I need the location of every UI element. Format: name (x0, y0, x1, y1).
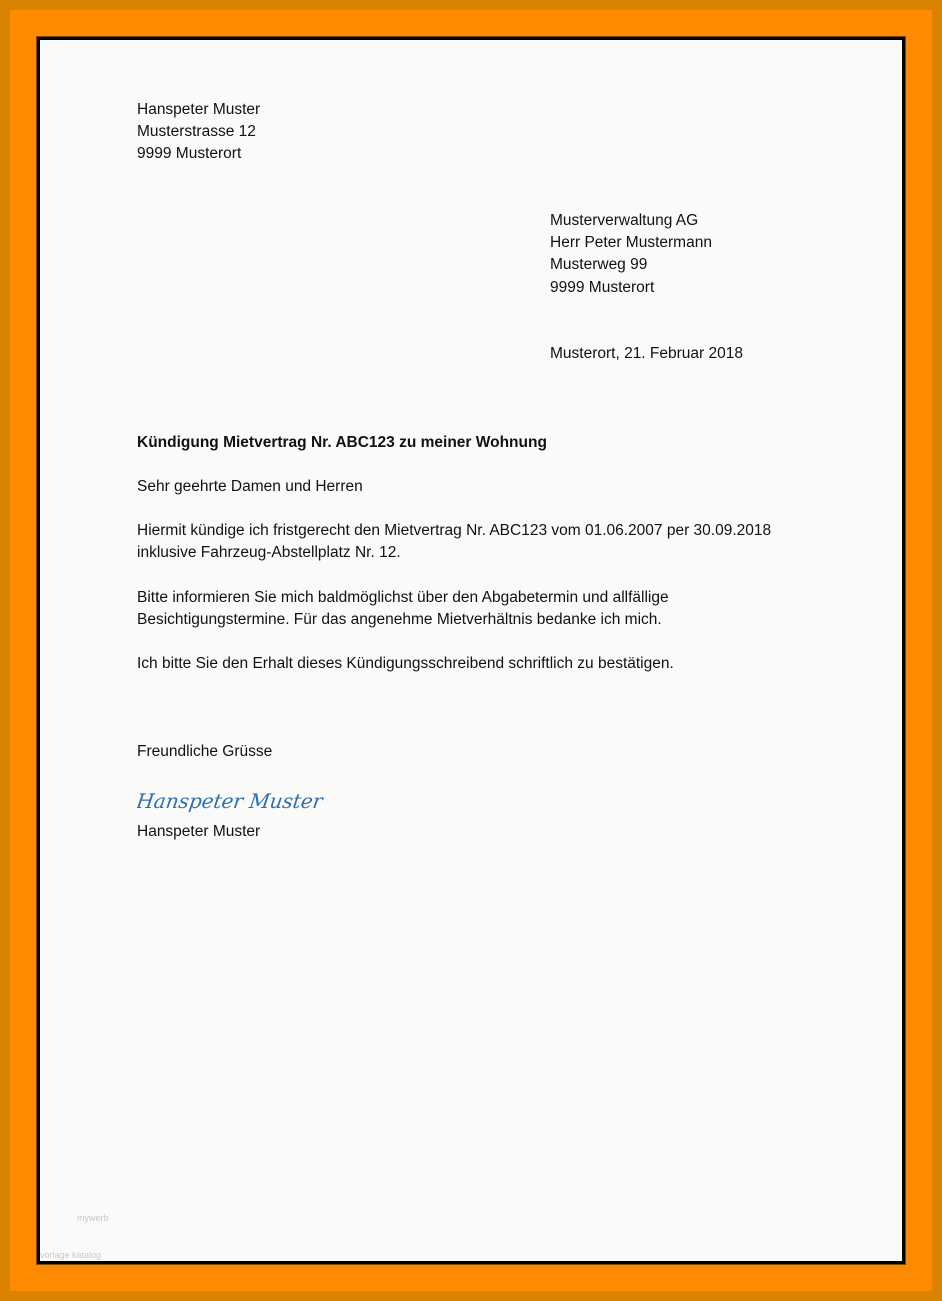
recipient-company: Musterverwaltung AG (550, 212, 699, 229)
salutation: Sehr geehrte Damen und Herren (137, 478, 363, 495)
recipient-city: 9999 Musterort (550, 278, 655, 296)
recipient-street: Musterweg 99 (550, 256, 648, 274)
watermark-mark-1: mywerb (77, 1213, 109, 1223)
body-paragraph-3 (137, 653, 674, 675)
printed-name: Hanspeter Muster (137, 823, 261, 840)
sender-street: Musterstrasse 12 (137, 123, 256, 141)
date-line: Musterort, 21. Februar 2018 (550, 345, 743, 362)
recipient-contact: Herr Peter Mustermann (550, 234, 712, 252)
sender-name: Hanspeter Muster (137, 101, 261, 118)
signature-text: Hanspeter Muster (137, 789, 325, 813)
body-paragraph-2-line-2: Besichtigungstermine. Für das angenehme Mietverhältnis bedanke ich mich. (137, 611, 662, 629)
closing-phrase: Freundliche Grüsse (137, 743, 273, 760)
watermark-mark-2: vorlage katalog (40, 1250, 102, 1260)
body-paragraph-2 (137, 587, 669, 631)
body-paragraph-1-line-1: Hiermit kündige ich fristgerecht den Mietvertrag Nr. ABC123 vom 01.06.2007 per 30.09.2018 (137, 522, 772, 539)
letter-page (37, 37, 905, 1264)
body-paragraph-3-line-1: Ich bitte Sie den Erhalt dieses Kündigungsschreibend schriftlich zu bestätigen. (137, 655, 674, 672)
body-paragraph-2-line-1: Bitte informieren Sie mich baldmöglichst über den Abgabetermin und allfällige (137, 589, 669, 606)
body-paragraph-1 (137, 520, 771, 564)
sender-address (137, 99, 260, 166)
letter-subject: Kündigung Mietvertrag Nr. ABC123 zu meiner Wohnung (137, 434, 547, 451)
body-paragraph-1-line-2: inklusive Fahrzeug-Abstellplatz Nr. 12. (137, 544, 401, 562)
recipient-address (550, 210, 712, 299)
handwritten-signature (137, 784, 357, 824)
sender-city: 9999 Musterort (137, 145, 242, 163)
